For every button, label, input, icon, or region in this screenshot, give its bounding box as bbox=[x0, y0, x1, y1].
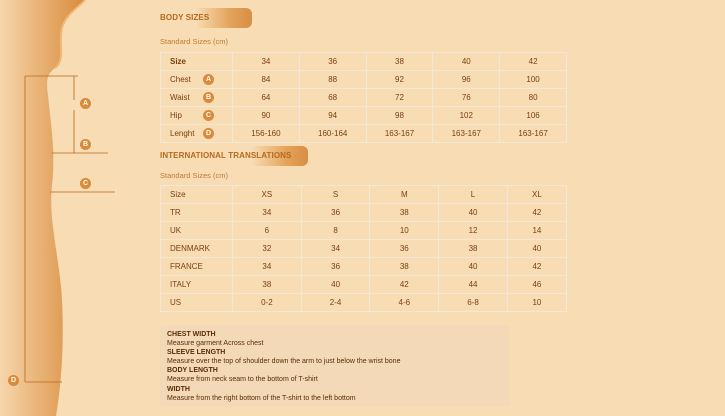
note-heading: SLEEVE LENGTH bbox=[167, 349, 226, 357]
table-cell: 90 bbox=[233, 107, 300, 125]
row-label: UK bbox=[161, 222, 233, 240]
table-cell: 72 bbox=[366, 89, 433, 107]
table-cell: 88 bbox=[299, 71, 366, 89]
table-cell: 68 bbox=[299, 89, 366, 107]
table-row bbox=[161, 125, 567, 143]
table-cell: 156-160 bbox=[233, 125, 300, 143]
table-cell: 10 bbox=[370, 222, 439, 240]
table-cell: 40 bbox=[439, 258, 508, 276]
table-cell: 40 bbox=[301, 276, 370, 294]
table-cell: 36 bbox=[301, 204, 370, 222]
table-cell: 2-4 bbox=[301, 294, 370, 312]
table-row bbox=[161, 204, 567, 222]
table-cell: 160-164 bbox=[299, 125, 366, 143]
table-cell: 96 bbox=[433, 71, 500, 89]
table-cell: 94 bbox=[299, 107, 366, 125]
international-title: INTERNATIONAL TRANSLATIONS bbox=[158, 146, 308, 166]
table-cell: 14 bbox=[507, 222, 566, 240]
international-sizes-table bbox=[160, 185, 567, 312]
table-cell: 163-167 bbox=[500, 125, 567, 143]
table-cell: 80 bbox=[500, 89, 567, 107]
row-label: FRANCE bbox=[161, 258, 233, 276]
table-row bbox=[161, 294, 567, 312]
table-cell: 44 bbox=[439, 276, 508, 294]
table-cell: 163-167 bbox=[366, 125, 433, 143]
table-cell: 42 bbox=[507, 204, 566, 222]
row-label: US bbox=[161, 294, 233, 312]
row-label: Waist bbox=[170, 93, 190, 102]
row-label: DENMARK bbox=[161, 240, 233, 258]
table-cell: 40 bbox=[507, 240, 566, 258]
table-cell: 0-2 bbox=[233, 294, 302, 312]
table-cell: 42 bbox=[507, 258, 566, 276]
table-cell: 34 bbox=[233, 258, 302, 276]
row-label: ITALY bbox=[161, 276, 233, 294]
body-sizes-title: BODY SIZES bbox=[158, 8, 252, 28]
table-cell: 32 bbox=[233, 240, 302, 258]
table-cell: 4-6 bbox=[370, 294, 439, 312]
table-cell: 64 bbox=[233, 89, 300, 107]
note-heading: CHEST WIDTH bbox=[167, 331, 216, 338]
table-cell: 34 bbox=[233, 204, 302, 222]
header-cell: S bbox=[301, 186, 370, 204]
header-cell: M bbox=[370, 186, 439, 204]
row-label: TR bbox=[161, 204, 233, 222]
note-text: Measure garment Across chest bbox=[167, 340, 264, 348]
header-cell: XL bbox=[507, 186, 566, 204]
note-text: Measure from the right bottom of the T-shirt to the left bottom bbox=[167, 394, 356, 402]
table-cell: 106 bbox=[500, 107, 567, 125]
figure-label-c: C bbox=[80, 178, 91, 189]
table-row bbox=[161, 276, 567, 294]
table-cell: 163-167 bbox=[433, 125, 500, 143]
table-cell: 38 bbox=[370, 204, 439, 222]
table-row bbox=[161, 71, 567, 89]
note-text: Measure from neck seam to the bottom of T-shirt bbox=[167, 376, 318, 384]
international-subtitle: Standard Sizes (cm) bbox=[160, 171, 228, 180]
header-cell: 40 bbox=[433, 53, 500, 71]
table-header-row bbox=[161, 53, 567, 71]
header-cell: 38 bbox=[366, 53, 433, 71]
header-cell: L bbox=[439, 186, 508, 204]
measurement-notes-box bbox=[160, 325, 510, 407]
table-cell: 42 bbox=[370, 276, 439, 294]
table-cell: 46 bbox=[507, 276, 566, 294]
figure-label-b: B bbox=[80, 139, 91, 150]
table-cell: 76 bbox=[433, 89, 500, 107]
figure-label-a: A bbox=[80, 98, 91, 109]
table-row bbox=[161, 107, 567, 125]
header-cell: Size bbox=[161, 53, 233, 71]
table-row bbox=[161, 258, 567, 276]
table-cell: 10 bbox=[507, 294, 566, 312]
header-cell: XS bbox=[233, 186, 302, 204]
header-cell: 34 bbox=[233, 53, 300, 71]
header-cell: Size bbox=[161, 186, 233, 204]
row-label: Chest bbox=[170, 75, 191, 84]
header-cell: 42 bbox=[500, 53, 567, 71]
table-cell: 6-8 bbox=[439, 294, 508, 312]
table-cell: 34 bbox=[301, 240, 370, 258]
table-cell: 98 bbox=[366, 107, 433, 125]
table-cell: 36 bbox=[301, 258, 370, 276]
table-cell: 12 bbox=[439, 222, 508, 240]
badge-a: A bbox=[203, 74, 214, 85]
table-cell: 84 bbox=[233, 71, 300, 89]
body-sizes-subtitle: Standard Sizes (cm) bbox=[160, 37, 228, 46]
table-cell: 40 bbox=[439, 204, 508, 222]
row-label: Lenght bbox=[170, 129, 195, 138]
table-cell: 36 bbox=[370, 240, 439, 258]
body-silhouette-figure bbox=[0, 0, 150, 416]
table-row bbox=[161, 240, 567, 258]
table-cell: 92 bbox=[366, 71, 433, 89]
table-cell: 38 bbox=[370, 258, 439, 276]
badge-d: D bbox=[203, 128, 214, 139]
table-cell: 100 bbox=[500, 71, 567, 89]
table-row bbox=[161, 89, 567, 107]
row-label: Hip bbox=[170, 111, 183, 120]
note-heading: BODY LENGTH bbox=[167, 367, 218, 375]
table-header-row bbox=[161, 186, 567, 204]
badge-b: B bbox=[203, 92, 214, 103]
table-cell: 6 bbox=[233, 222, 302, 240]
note-text: Measure over the top of shoulder down the arm to just below the wrist bone bbox=[167, 358, 401, 366]
badge-c: C bbox=[203, 110, 214, 121]
table-cell: 8 bbox=[301, 222, 370, 240]
note-heading: WIDTH bbox=[167, 385, 190, 393]
table-row bbox=[161, 222, 567, 240]
header-cell: 36 bbox=[299, 53, 366, 71]
table-cell: 38 bbox=[233, 276, 302, 294]
table-cell: 38 bbox=[439, 240, 508, 258]
silhouette-shape bbox=[0, 0, 85, 416]
body-sizes-table bbox=[160, 52, 567, 143]
table-cell: 102 bbox=[433, 107, 500, 125]
figure-label-d: D bbox=[8, 375, 19, 386]
